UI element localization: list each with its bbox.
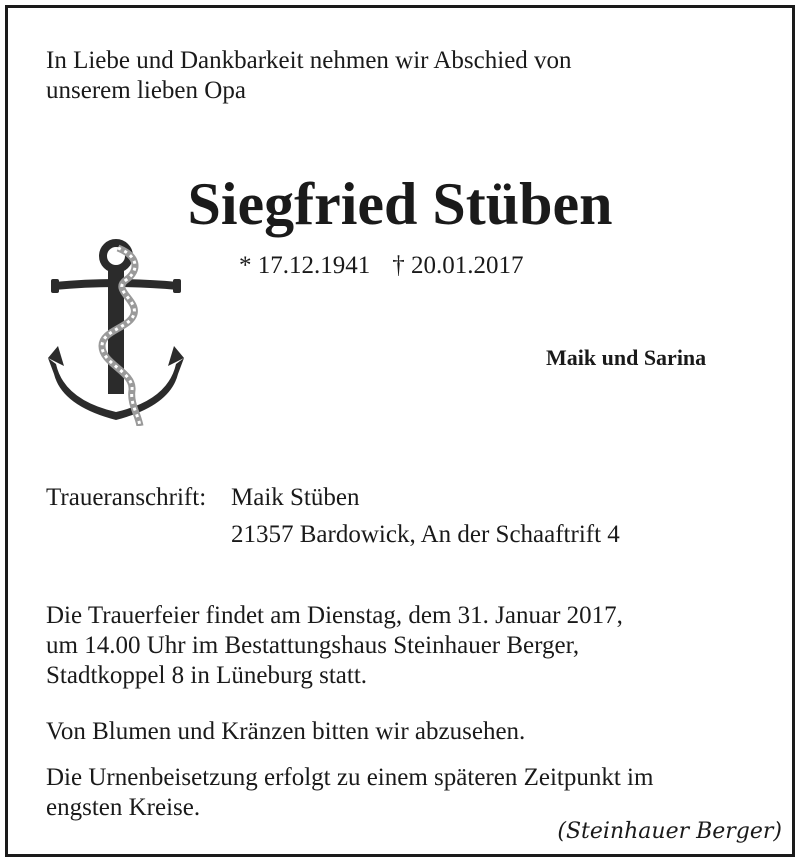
deceased-name: Siegfried Stüben <box>187 171 613 237</box>
life-dates <box>239 252 524 280</box>
anchor-icon <box>46 234 186 426</box>
service-line-1: Die Trauerfeier findet am Dienstag, dem 31. Januar 2017, <box>46 602 623 629</box>
service-line-3: Stadtkoppel 8 in Lüneburg statt. <box>46 662 368 689</box>
mourning-address-label: Traueranschrift: <box>46 484 207 511</box>
mourning-address-street: 21357 Bardowick, An der Schaaftrift 4 <box>231 521 620 548</box>
service-line-2: um 14.00 Uhr im Bestattungshaus Steinhauer Berger, <box>46 632 580 659</box>
intro-text <box>46 46 572 106</box>
urn-line-1: Die Urnenbeisetzung erfolgt zu einem späteren Zeitpunkt im <box>46 764 654 791</box>
mourning-address-name: Maik Stüben <box>231 484 360 511</box>
death-date: † 20.01.2017 <box>392 252 524 279</box>
signers: Maik und Sarina <box>546 345 707 370</box>
birth-date: * 17.12.1941 <box>239 252 371 279</box>
urn-note <box>46 763 653 823</box>
intro-line-1: In Liebe und Dankbarkeit nehmen wir Abschied von <box>46 47 572 74</box>
intro-line-2: unserem lieben Opa <box>46 77 246 104</box>
urn-line-2: engsten Kreise. <box>46 794 201 821</box>
undertaker-logo: (Steinhauer Berger) <box>557 819 782 844</box>
obituary-notice <box>5 5 795 857</box>
service-info <box>46 601 623 691</box>
flowers-note: Von Blumen und Kränzen bitten wir abzusehen. <box>46 718 526 745</box>
